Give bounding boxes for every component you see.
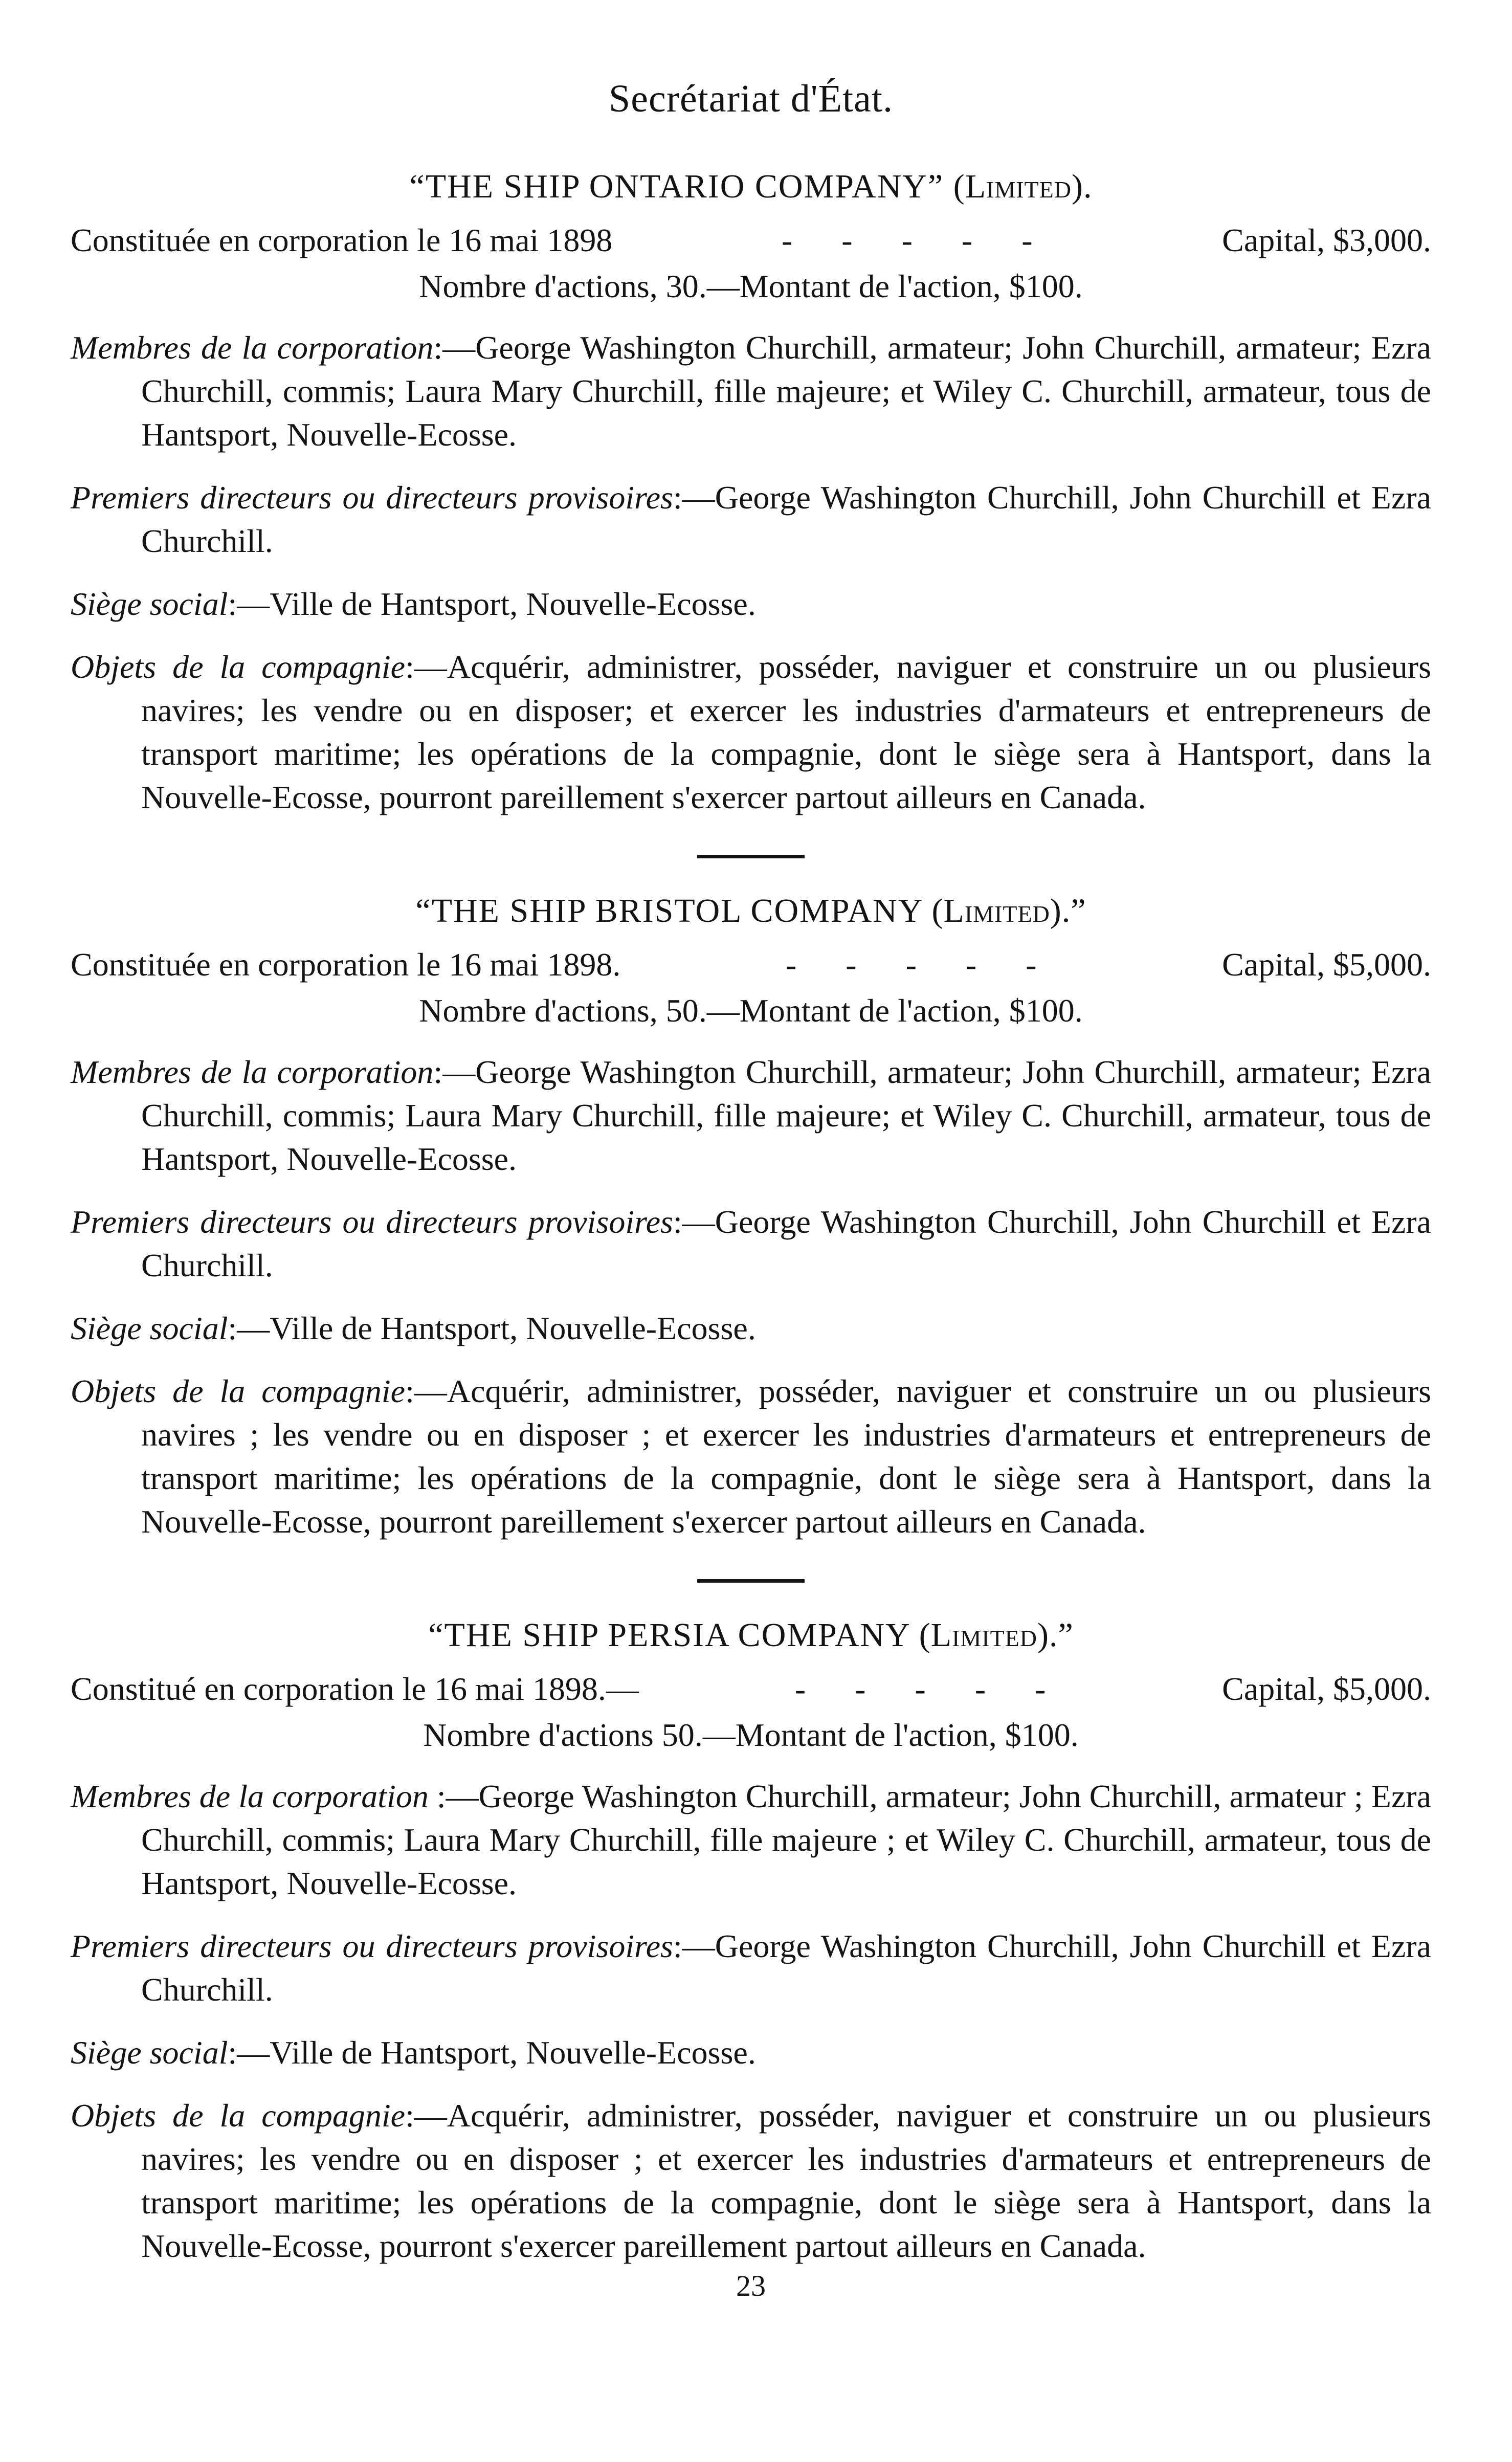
dot-leader: - - - - - [785, 946, 1057, 983]
constitution-date: Constitué en corporation le 16 mai 1898.— [71, 1671, 639, 1707]
capital-amount: Capital, $5,000. [1222, 1671, 1431, 1707]
constitution-date: Constituée en corporation le 16 mai 1898 [71, 222, 613, 258]
members-paragraph [71, 326, 1431, 456]
members-paragraph [71, 1050, 1431, 1181]
seat-paragraph [71, 582, 1431, 626]
company-section-bristol [71, 892, 1431, 1543]
seat-label: Siège social [71, 2034, 228, 2071]
objects-text: :—Acquérir, administrer, posséder, naviguer et construire un ou plusieurs navires; les vendre ou en disposer; et exercer les industries d'armateurs et entrepreneurs de transport maritime; les opérations de la compagnie, dont le siège sera à Hantsport, dans la Nouvelle-Ecosse, pourront pareillement s'exercer partout ailleurs en Canada. [141, 649, 1432, 815]
company-title-suffix: (Limited). [953, 168, 1093, 205]
objects-text: :—Acquérir, administrer, posséder, naviguer et construire un ou plusieurs navires; les vendre ou en disposer ; et exercer les industries d'armateurs et entrepreneurs de transport maritime; les opérations de la compagnie, dont le siège sera à Hantsport, dans la Nouvelle-Ecosse, pourront s'exercer pareillement partout ailleurs en Canada. [141, 2097, 1432, 2264]
document-page [71, 77, 1431, 2303]
members-label: Membres de la corporation [71, 329, 434, 366]
shares-line: Nombre d'actions 50.—Montant de l'action, $100. [423, 1717, 1079, 1753]
objects-label: Objets de la compagnie [71, 1373, 406, 1409]
dot-leader: - - - - - [781, 222, 1053, 258]
directors-paragraph [71, 476, 1431, 563]
directors-label: Premiers directeurs ou directeurs provisoires [71, 479, 673, 516]
objects-paragraph [71, 645, 1431, 819]
company-section-ontario [71, 167, 1431, 819]
company-title-main: “THE SHIP PERSIA COMPANY [428, 1616, 910, 1654]
directors-paragraph [71, 1924, 1431, 2011]
dot-leader: - - - - - [794, 1671, 1066, 1707]
directors-text: :—George Washington Churchill, John Churchill et Ezra Churchill. [141, 1928, 1431, 2008]
seat-text: :—Ville de Hantsport, Nouvelle-Ecosse. [228, 2034, 756, 2071]
shares-line: Nombre d'actions, 30.—Montant de l'action, $100. [419, 268, 1083, 304]
objects-paragraph [71, 2094, 1431, 2268]
members-label: Membres de la corporation [71, 1054, 434, 1090]
section-divider [697, 855, 805, 858]
seat-paragraph [71, 1306, 1431, 1350]
objects-label: Objets de la compagnie [71, 2097, 406, 2134]
members-label: Membres de la corporation [71, 1778, 429, 1814]
members-paragraph [71, 1775, 1431, 1905]
constitution-line [71, 946, 1431, 984]
members-text: :—George Washington Churchill, armateur; John Churchill, armateur; Ezra Churchill, commis; Laura Mary Churchill, fille majeure; et Wiley C. Churchill, armateur, tous de Hantsport, Nouvelle-Ecosse. [141, 329, 1432, 453]
company-title-suffix: (Limited).” [919, 1616, 1074, 1654]
constitution-date: Constituée en corporation le 16 mai 1898. [71, 946, 621, 983]
objects-text: :—Acquérir, administrer, posséder, naviguer et construire un ou plusieurs navires ; les vendre ou en disposer ; et exercer les industries d'armateurs et entrepreneurs de transport maritime; les opérations de la compagnie, dont le siège sera à Hantsport, dans la Nouvelle-Ecosse, pourront pareillement s'exercer partout ailleurs en Canada. [141, 1373, 1432, 1540]
directors-label: Premiers directeurs ou directeurs provisoires [71, 1204, 673, 1240]
constitution-line [71, 1670, 1431, 1708]
company-section-persia [71, 1616, 1431, 2268]
seat-text: :—Ville de Hantsport, Nouvelle-Ecosse. [228, 586, 756, 622]
directors-paragraph [71, 1200, 1431, 1287]
constitution-line [71, 221, 1431, 259]
directors-text: :—George Washington Churchill, John Churchill et Ezra Churchill. [141, 1204, 1431, 1283]
section-divider [697, 1579, 805, 1583]
members-text: :—George Washington Churchill, armateur; John Churchill, armateur ; Ezra Churchill, commis; Laura Mary Churchill, fille majeure ; et Wiley C. Churchill, armateur, tous de Hantsport, Nouvelle-Ecosse. [141, 1778, 1432, 1901]
objects-label: Objets de la compagnie [71, 649, 406, 685]
seat-paragraph [71, 2031, 1431, 2074]
directors-label: Premiers directeurs ou directeurs provisoires [71, 1928, 673, 1964]
page-header: Secrétariat d'État. [609, 77, 893, 120]
capital-amount: Capital, $5,000. [1222, 946, 1431, 983]
company-title-main: “THE SHIP ONTARIO COMPANY” [409, 168, 944, 205]
company-title [71, 167, 1431, 206]
seat-label: Siège social [71, 1310, 228, 1346]
company-title [71, 1616, 1431, 1655]
seat-text: :—Ville de Hantsport, Nouvelle-Ecosse. [228, 1310, 756, 1346]
company-title [71, 892, 1431, 930]
seat-label: Siège social [71, 586, 228, 622]
objects-paragraph [71, 1369, 1431, 1543]
page-number: 23 [736, 2269, 766, 2302]
company-title-suffix: (Limited).” [931, 892, 1086, 929]
directors-text: :—George Washington Churchill, John Churchill et Ezra Churchill. [141, 479, 1431, 559]
capital-amount: Capital, $3,000. [1222, 222, 1431, 258]
company-title-main: “THE SHIP BRISTOL COMPANY [415, 892, 923, 929]
shares-line: Nombre d'actions, 50.—Montant de l'action, $100. [419, 992, 1083, 1029]
members-text: :—George Washington Churchill, armateur; John Churchill, armateur; Ezra Churchill, commis; Laura Mary Churchill, fille majeure; et Wiley C. Churchill, armateur, tous de Hantsport, Nouvelle-Ecosse. [141, 1054, 1432, 1177]
